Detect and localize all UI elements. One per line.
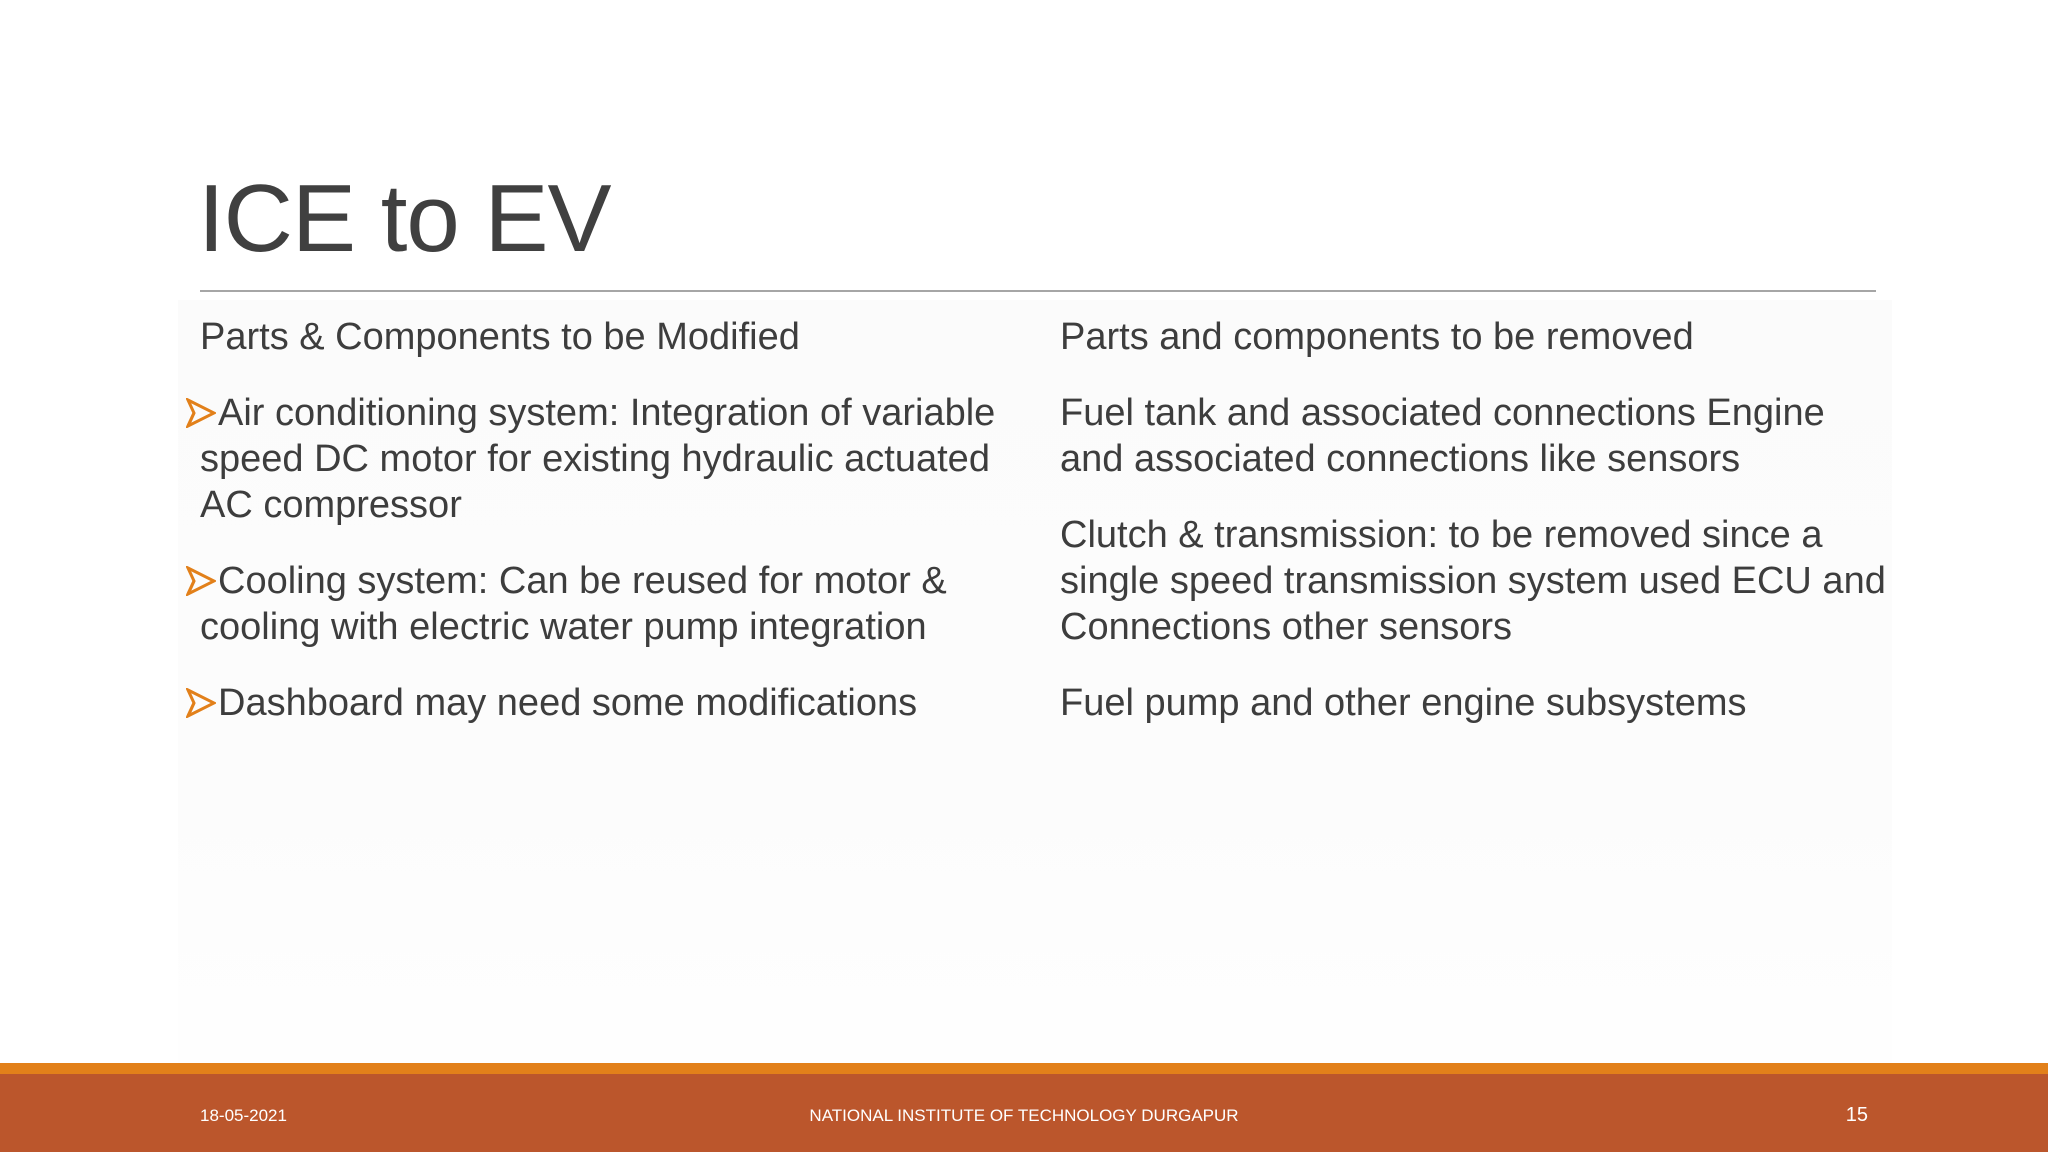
footer-date: 18-05-2021: [200, 1106, 287, 1125]
removed-item: Fuel pump and other engine subsystems: [1060, 682, 1747, 724]
removed-item: Clutch & transmission: to be removed since a single speed transmission system used ECU and Connections other sensors: [1060, 514, 1886, 648]
arrow-bullet-icon: [186, 398, 216, 428]
footer-organization: NATIONAL INSTITUTE OF TECHNOLOGY DURGAPUR: [809, 1106, 1239, 1125]
bullet-item: [200, 680, 1030, 726]
bullet-text: Dashboard may need some modifications: [218, 682, 918, 724]
right-column: [1060, 314, 1890, 756]
bullet-item: [200, 390, 1030, 528]
page-number: 15: [1845, 1104, 1868, 1126]
arrow-bullet-icon: [186, 566, 216, 596]
bullet-text: Cooling system: Can be reused for motor & cooling with electric water pump integration: [200, 560, 947, 648]
bullet-item: [200, 558, 1030, 650]
bullet-text: Air conditioning system: Integration of variable speed DC motor for existing hydraulic actuated AC compressor: [200, 392, 996, 526]
right-column-heading: Parts and components to be removed: [1060, 316, 1694, 358]
left-column-heading: Parts & Components to be Modified: [200, 316, 800, 358]
footer-bar: [0, 1074, 2048, 1152]
title-divider: [200, 290, 1876, 292]
removed-item: Fuel tank and associated connections Engine and associated connections like sensors: [1060, 392, 1825, 480]
left-column: [200, 314, 1030, 756]
arrow-bullet-icon: [186, 688, 216, 718]
slide-title: ICE to EV: [198, 165, 611, 272]
footer-accent-stripe: [0, 1063, 2048, 1074]
